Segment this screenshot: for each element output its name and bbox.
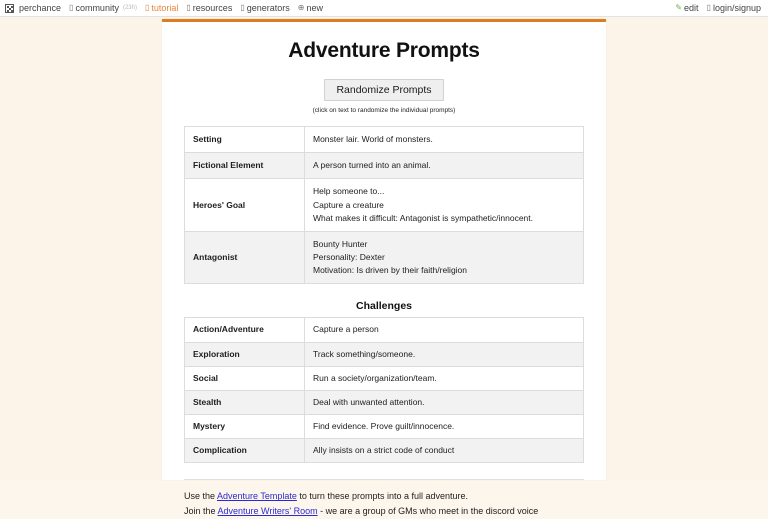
nav-item-login-signup[interactable]	[707, 3, 761, 13]
prompt-line[interactable]: What makes it difficult: Antagonist is sympathetic/innocent.	[313, 212, 534, 223]
prompt-line[interactable]: Capture a creature	[313, 199, 384, 210]
prompt-line[interactable]: Help someone to...	[313, 186, 385, 197]
nav-item-tutorial[interactable]	[145, 3, 178, 13]
footer-divider	[184, 479, 584, 480]
page-title: Adventure Prompts	[288, 39, 480, 62]
nav-item-community[interactable]	[69, 3, 137, 13]
table-row[interactable]	[185, 127, 584, 153]
nav-item-community-label: community	[75, 3, 119, 13]
challenge-label-exploration: Exploration	[185, 342, 305, 366]
nav-item-community-badge: (23h)	[122, 5, 137, 11]
book-icon: ▯	[69, 3, 74, 12]
table-row[interactable]	[185, 439, 584, 463]
footer-line2-pre: Join the	[184, 505, 218, 516]
nav-item-new-label: new	[306, 3, 323, 13]
nav-item-login-signup-label: login/signup	[712, 3, 761, 13]
challenge-label-action-adventure: Action/Adventure	[185, 318, 305, 342]
nav-item-edit[interactable]	[675, 3, 698, 13]
adventure-writers-room-link[interactable]: Adventure Writers' Room	[217, 505, 318, 516]
table-row[interactable]	[185, 366, 584, 390]
top-navigation-bar	[0, 0, 768, 17]
prompt-label-fictional-element: Fictional Element	[185, 153, 305, 179]
footer-text-block	[184, 489, 584, 518]
challenge-label-stealth: Stealth	[185, 390, 305, 414]
table-row[interactable]	[185, 231, 584, 284]
prompt-label-antagonist: Antagonist	[185, 231, 305, 284]
nav-brand-label: perchance	[19, 3, 62, 13]
nav-right-group	[675, 3, 768, 13]
table-row[interactable]	[185, 390, 584, 414]
prompt-label-setting: Setting	[185, 127, 305, 153]
nav-item-resources[interactable]	[186, 3, 232, 13]
prompt-line[interactable]: Monster lair. World of monsters.	[313, 134, 433, 144]
content-panel	[162, 19, 606, 516]
challenge-value-stealth[interactable]: Deal with unwanted attention.	[305, 390, 584, 414]
footer-line1-pre: Use the	[184, 491, 218, 502]
nav-item-tutorial-label: tutorial	[151, 3, 179, 13]
prompt-line[interactable]: Personality: Dexter	[313, 252, 385, 263]
challenge-value-exploration[interactable]: Track something/someone.	[305, 342, 584, 366]
challenge-value-social[interactable]: Run a society/organization/team.	[305, 366, 584, 390]
challenges-heading: Challenges	[355, 300, 413, 313]
nav-item-resources-label: resources	[192, 3, 233, 13]
challenge-label-complication: Complication	[185, 439, 305, 463]
nav-item-new[interactable]	[298, 3, 323, 13]
content-panel-inner	[162, 39, 606, 519]
nav-brand-perchance[interactable]	[5, 3, 61, 13]
table-row[interactable]	[185, 318, 584, 342]
globe-icon: ⊕	[297, 3, 305, 12]
prompts-table	[184, 126, 584, 284]
adventure-template-link[interactable]: Adventure Template	[217, 491, 297, 502]
pencil-icon: ✎	[675, 3, 683, 12]
book-icon: ▯	[240, 3, 245, 12]
challenge-value-action-adventure[interactable]: Capture a person	[305, 318, 584, 342]
person-icon: ▯	[706, 3, 711, 12]
nav-left-group	[0, 3, 331, 13]
randomize-prompts-button[interactable]: Randomize Prompts	[324, 79, 443, 101]
prompt-value-antagonist[interactable]	[305, 231, 584, 284]
prompt-line[interactable]: Bounty Hunter	[313, 238, 368, 249]
footer-line1-post: to turn these prompts into a full adventure.	[296, 491, 469, 502]
footer-line2-post: - we are a group of GMs who meet in the discord voice	[317, 505, 539, 516]
table-row[interactable]	[185, 153, 584, 179]
footer-line-template	[184, 489, 584, 504]
challenge-value-mystery[interactable]: Find evidence. Prove guilt/innocence.	[305, 415, 584, 439]
prompt-value-fictional-element[interactable]	[305, 153, 584, 179]
prompt-value-heroes-goal[interactable]	[305, 179, 584, 232]
perchance-logo-icon	[5, 4, 14, 13]
nav-item-generators[interactable]	[240, 3, 289, 13]
table-row[interactable]	[185, 415, 584, 439]
book-icon: ▯	[144, 3, 150, 12]
challenge-label-mystery: Mystery	[185, 415, 305, 439]
prompt-line[interactable]: Motivation: Is driven by their faith/religion	[313, 265, 468, 276]
table-row[interactable]	[185, 179, 584, 232]
table-row[interactable]	[185, 342, 584, 366]
prompt-line[interactable]: A person turned into an animal.	[313, 160, 431, 171]
randomize-hint-text: (click on text to randomize the individual prompts)	[312, 107, 456, 114]
prompt-value-setting[interactable]	[305, 127, 584, 153]
footer-line-writers-room	[184, 504, 584, 519]
nav-item-edit-label: edit	[684, 3, 699, 13]
book-icon: ▯	[186, 3, 191, 12]
prompt-label-heroes-goal: Heroes' Goal	[185, 179, 305, 232]
randomize-button-wrapper	[184, 79, 584, 101]
challenges-table	[184, 317, 584, 463]
challenge-value-complication[interactable]: Ally insists on a strict code of conduct	[305, 439, 584, 463]
nav-item-generators-label: generators	[246, 3, 290, 13]
challenge-label-social: Social	[185, 366, 305, 390]
